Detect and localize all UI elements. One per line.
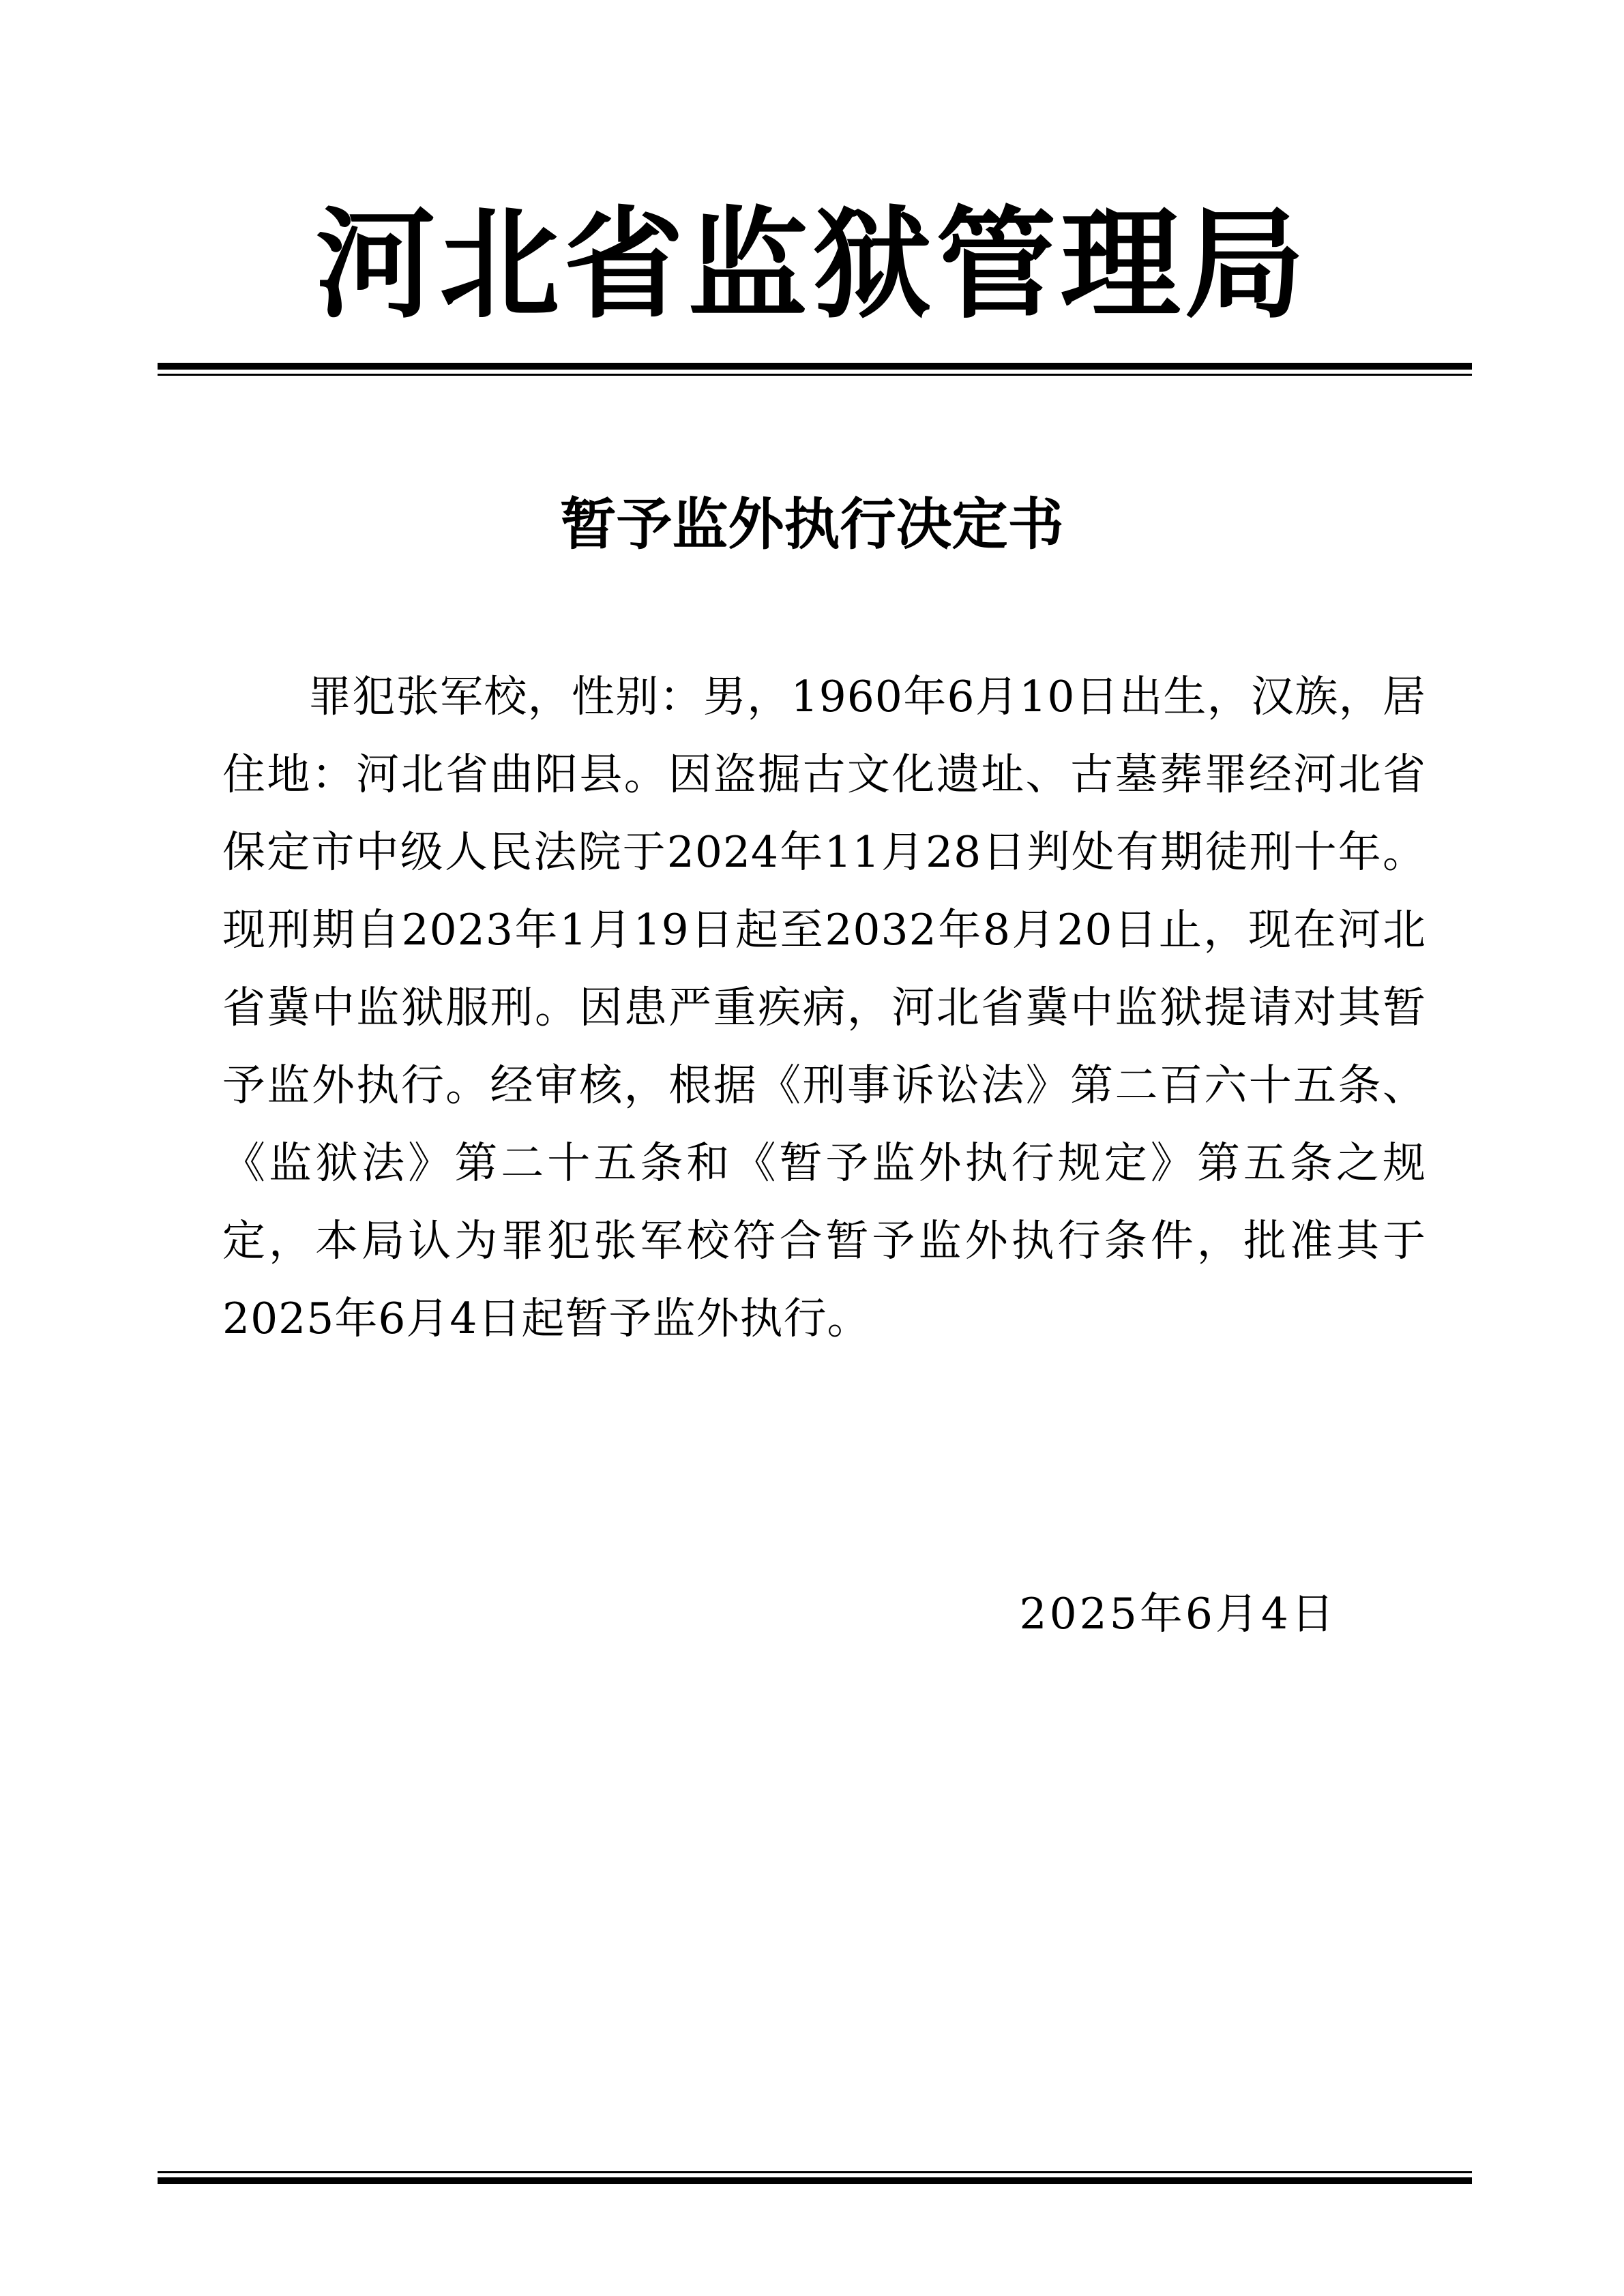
signing-date: 2025年6月4日	[1019, 1589, 1337, 1639]
footer-rule-thin	[158, 2171, 1472, 2173]
decision-body-paragraph: 罪犯张军校，性别：男，1960年6月10日出生，汉族，居住地：河北省曲阳县。因盗掘古文化遗址、古墓葬罪经河北省保定市中级人民法院于2024年11月28日判处有期徒刑十年。现刑期自2023年1月19日起至2032年8月20日止，现在河北省冀中监狱服刑。因患严重疾病，河北省冀中监狱提请对其暂予监外执行。经审核，根据《刑事诉讼法》第二百六十五条、《监狱法》第二十五条和《暂予监外执行规定》第五条之规定，本局认为罪犯张军校符合暂予监外执行条件，批准其于2025年6月4日起暂予监外执行。	[222, 672, 1426, 1343]
issuing-organization-header: 河北省监狱管理局	[315, 194, 1309, 335]
footer-rule-thick	[158, 2177, 1472, 2184]
header-rule-thin	[158, 374, 1472, 376]
header-rule-thick	[158, 363, 1472, 370]
document-title: 暂予监外执行决定书	[560, 492, 1064, 557]
